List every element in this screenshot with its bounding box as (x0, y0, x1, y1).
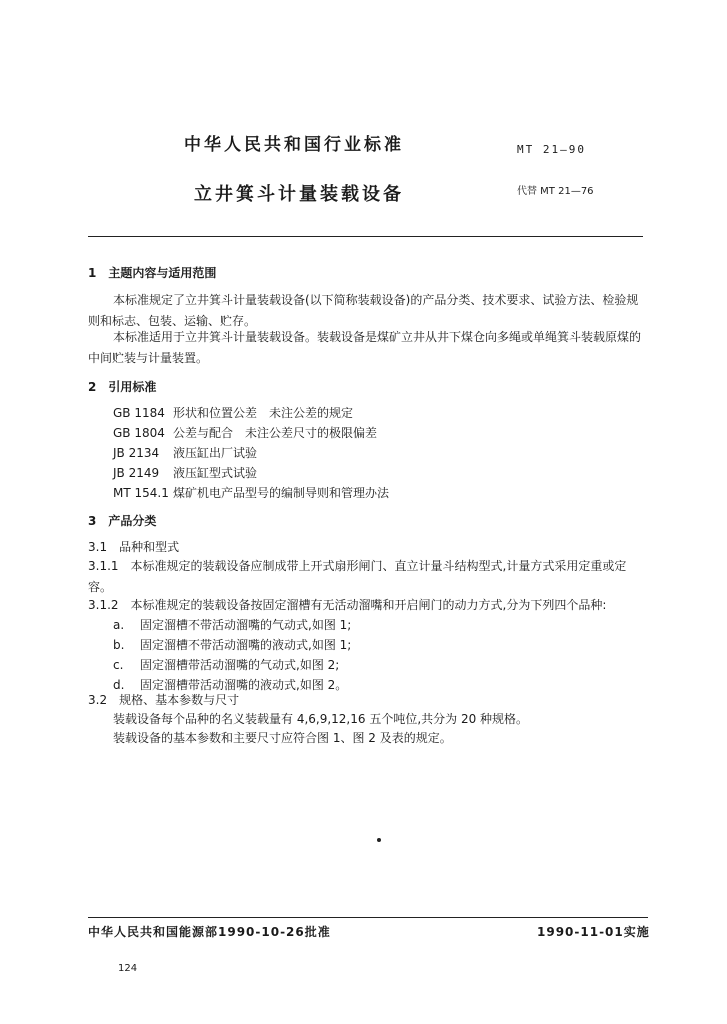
list-item (113, 655, 351, 675)
reference-item (113, 483, 389, 503)
section-3-1-1-paragraph: 3.1.1 本标准规定的装载设备应制成带上开式扇形闸门、直立计量斗结构型式,计量方式采用定重或定容。 (88, 559, 627, 594)
list-item (113, 615, 351, 635)
list-item-mark: b. (113, 638, 125, 652)
list-item-mark: d. (113, 678, 125, 692)
replaces-note: 代替 MT 21—76 (517, 186, 594, 197)
reference-title: 液压缸型式试验 (173, 466, 258, 480)
list-item-text: 固定溜槽不带活动溜嘴的气动式,如图 1; (140, 618, 352, 632)
section-3-1-heading: 3.1 品种和型式 (88, 540, 180, 554)
header-divider (88, 236, 643, 237)
reference-item (113, 423, 389, 443)
reference-title: 形状和位置公差 未注公差的规定 (173, 406, 354, 420)
section-1-paragraph-2: 本标准适用于立井箕斗计量装载设备。装载设备是煤矿立井从井下煤仓向多绳或单绳箕斗装载原煤的中间贮装与计量装置。 (88, 330, 642, 365)
section-3-1-2-paragraph: 3.1.2 本标准规定的装载设备按固定溜槽有无活动溜嘴和开启闸门的动力方式,分为下列四个品种: (88, 598, 607, 612)
reference-code: GB 1804 (113, 426, 165, 440)
list-item (113, 635, 351, 655)
reference-list (113, 403, 389, 503)
list-item-mark: a. (113, 618, 125, 632)
section-3-2-paragraph-2: 装载设备的基本参数和主要尺寸应符合图 1、图 2 及表的规定。 (113, 731, 452, 745)
reference-title: 煤矿机电产品型号的编制导则和管理办法 (173, 486, 390, 500)
page-number: 124 (118, 963, 138, 974)
effective-date: 1990-11-01实施 (537, 925, 650, 939)
variant-list (113, 615, 351, 695)
reference-code: JB 2149 (113, 466, 160, 480)
approval-line: 中华人民共和国能源部1990-10-26批准 (88, 925, 331, 939)
section-1-heading: 1 主题内容与适用范围 (88, 266, 217, 280)
list-item-text: 固定溜槽带活动溜嘴的气动式,如图 2; (140, 658, 340, 672)
standard-title: 中华人民共和国行业标准 (184, 135, 404, 155)
list-item-mark: c. (113, 658, 124, 672)
standard-code: MT 21—90 (517, 143, 586, 156)
reference-item (113, 443, 389, 463)
scan-speck (377, 838, 381, 842)
list-item-text: 固定溜槽带活动溜嘴的液动式,如图 2。 (140, 678, 348, 692)
reference-title: 公差与配合 未注公差尺寸的极限偏差 (173, 426, 378, 440)
reference-item (113, 463, 389, 483)
reference-code: JB 2134 (113, 446, 160, 460)
section-3-heading: 3 产品分类 (88, 514, 157, 528)
reference-code: MT 154.1 (113, 486, 169, 500)
reference-code: GB 1184 (113, 406, 165, 420)
section-3-2-paragraph-1: 装载设备每个品种的名义装载量有 4,6,9,12,16 五个吨位,共分为 20 种规格。 (113, 712, 529, 726)
section-1-paragraph-1: 本标准规定了立井箕斗计量装载设备(以下简称装载设备)的产品分类、技术要求、试验方法、检验规则和标志、包装、运输、贮存。 (88, 293, 639, 328)
document-title: 立井箕斗计量装载设备 (194, 184, 404, 205)
section-2-heading: 2 引用标准 (88, 380, 157, 394)
list-item-text: 固定溜槽不带活动溜嘴的液动式,如图 1; (140, 638, 352, 652)
reference-item (113, 403, 389, 423)
section-3-2-heading: 3.2 规格、基本参数与尺寸 (88, 693, 240, 707)
footer-divider (88, 917, 648, 918)
reference-title: 液压缸出厂试验 (173, 446, 258, 460)
